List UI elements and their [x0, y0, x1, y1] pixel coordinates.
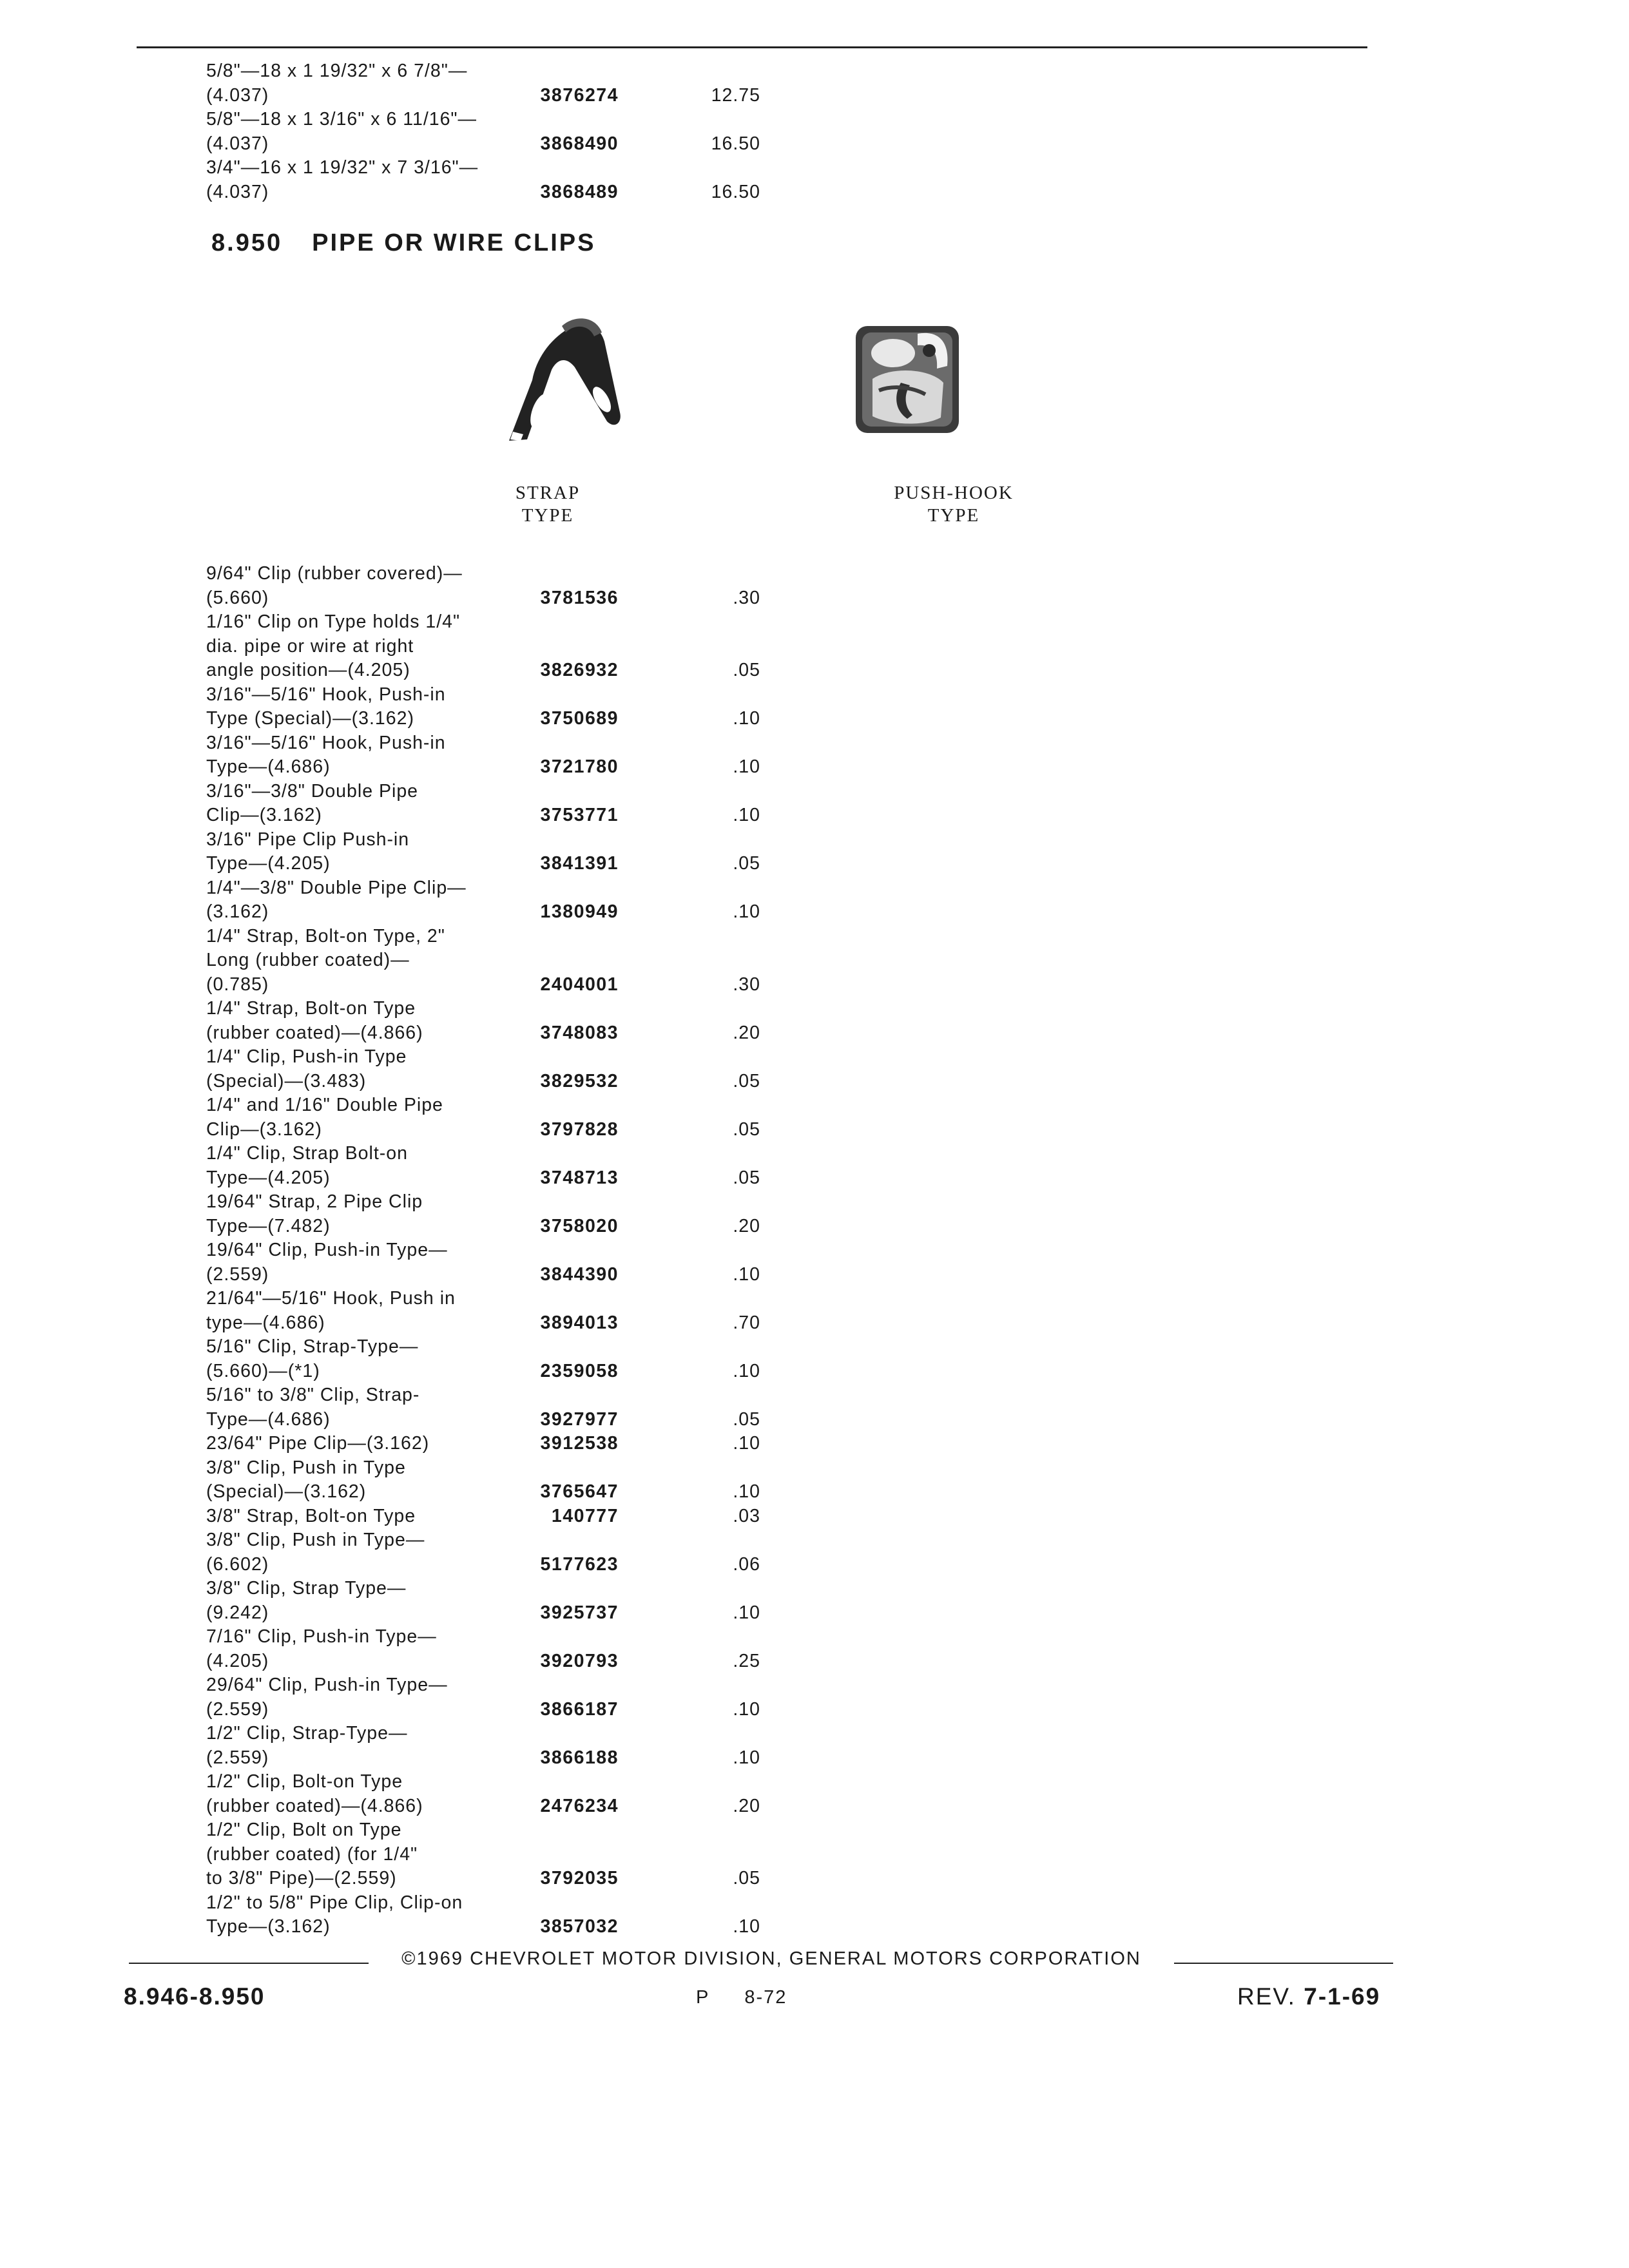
description-line: dia. pipe or wire at right	[206, 635, 414, 657]
description-line: 1/4" and 1/16" Double Pipe	[206, 1095, 443, 1115]
part-price: .10	[733, 756, 760, 777]
description-line: 9/64" Clip (rubber covered)—	[206, 563, 463, 584]
description-line: (4.205)	[206, 1650, 269, 1671]
description-line: (2.559)	[206, 1264, 269, 1285]
part-price: .03	[733, 1505, 760, 1526]
parts-list-row	[206, 1045, 851, 1093]
part-number: 1380949	[540, 901, 619, 922]
description-line: 1/2" Clip, Bolt-on Type	[206, 1771, 403, 1792]
part-number: 3748083	[540, 1022, 619, 1043]
description-line: (4.037)	[206, 181, 269, 202]
footer-rule-left	[129, 1963, 369, 1964]
part-number: 3844390	[540, 1264, 619, 1285]
part-price: .05	[733, 1868, 760, 1888]
part-number: 3920793	[540, 1650, 619, 1671]
part-number: 3841391	[540, 853, 619, 874]
description-line: Type—(7.482)	[206, 1215, 331, 1236]
description-line: 1/16" Clip on Type holds 1/4"	[206, 611, 461, 632]
section-title: PIPE OR WIRE CLIPS	[312, 229, 596, 256]
part-price: .10	[733, 1602, 760, 1623]
description-line: 5/8"—18 x 1 19/32" x 6 7/8"—	[206, 61, 468, 81]
parts-list-row	[206, 997, 851, 1045]
description-line: 3/8" Strap, Bolt-on Type	[206, 1505, 416, 1526]
parts-list-row	[206, 1504, 851, 1529]
parts-list-row	[206, 108, 851, 156]
part-price: .06	[733, 1553, 760, 1575]
part-price: .25	[733, 1650, 760, 1671]
description-line: 5/8"—18 x 1 3/16" x 6 11/16"—	[206, 109, 477, 130]
parts-list-row	[206, 828, 851, 876]
part-number: 3748713	[540, 1167, 619, 1188]
parts-list-row	[206, 156, 851, 204]
revision-label: REV.	[1237, 1983, 1296, 2010]
push-hook-type-caption: PUSH-HOOK TYPE	[894, 483, 1014, 526]
description-line: 3/4"—16 x 1 19/32" x 7 3/16"—	[206, 157, 479, 178]
part-number: 3721780	[540, 756, 619, 777]
part-price: .10	[733, 901, 760, 922]
description-line: Type (Special)—(3.162)	[206, 708, 414, 729]
description-line: 3/16"—5/16" Hook, Push-in	[206, 732, 446, 753]
description-line: 1/4"—3/8" Double Pipe Clip—	[206, 877, 467, 898]
parts-list-row	[206, 1528, 851, 1577]
part-price: .10	[733, 708, 760, 729]
description-line: (3.162)	[206, 901, 269, 922]
part-price: .10	[733, 1264, 760, 1285]
parts-list-row	[206, 1456, 851, 1504]
part-number: 3753771	[540, 805, 619, 825]
description-line: 1/4" Strap, Bolt-on Type	[206, 998, 416, 1019]
parts-list-row	[206, 1287, 851, 1335]
push-hook-clip-illustration	[853, 321, 961, 436]
part-price: .05	[733, 853, 760, 874]
part-number: 3868490	[540, 133, 619, 154]
part-price: .10	[733, 1698, 760, 1720]
parts-list-row	[206, 925, 851, 997]
part-price: .10	[733, 1433, 760, 1454]
section-heading	[211, 229, 595, 257]
part-number: 3826932	[540, 660, 619, 680]
parts-list-row	[206, 876, 851, 925]
part-price: .30	[733, 974, 760, 995]
part-price: 16.50	[711, 181, 760, 202]
description-line: (9.242)	[206, 1602, 269, 1623]
description-line: 7/16" Clip, Push-in Type—	[206, 1626, 437, 1647]
parts-list-row	[206, 1238, 851, 1287]
parts-list-row	[206, 1673, 851, 1722]
parts-list-row	[206, 1432, 851, 1456]
part-price: .05	[733, 1070, 760, 1091]
parts-list-row	[206, 1335, 851, 1383]
part-price: .05	[733, 660, 760, 680]
description-line: 3/8" Clip, Push in Type—	[206, 1530, 425, 1550]
description-line: Clip—(3.162)	[206, 805, 322, 825]
part-price: .20	[733, 1795, 760, 1816]
description-line: 1/4" Clip, Push-in Type	[206, 1046, 407, 1067]
section-range: 8.946-8.950	[124, 1983, 265, 2010]
clips-parts-list	[206, 562, 851, 1939]
description-line: Type—(4.686)	[206, 1408, 331, 1430]
top-rule	[137, 46, 1367, 48]
part-number: 3866187	[540, 1698, 619, 1720]
section-number: 8.950	[211, 229, 283, 256]
description-line: 1/2" to 5/8" Pipe Clip, Clip-on	[206, 1892, 463, 1913]
parts-list-row	[206, 1818, 851, 1891]
description-line: Clip—(3.162)	[206, 1119, 322, 1140]
part-number: 3765647	[540, 1481, 619, 1502]
description-line: (rubber coated)—(4.866)	[206, 1795, 423, 1816]
parts-list-row	[206, 1625, 851, 1673]
description-line: Type—(3.162)	[206, 1916, 331, 1937]
description-line: 19/64" Clip, Push-in Type—	[206, 1240, 448, 1260]
part-number: 3781536	[540, 587, 619, 608]
description-line: 1/4" Clip, Strap Bolt-on	[206, 1143, 408, 1164]
copyright-notice: ©1969 CHEVROLET MOTOR DIVISION, GENERAL MOTORS CORPORATION	[401, 1948, 1141, 1969]
part-number: 3797828	[540, 1119, 619, 1140]
parts-list-row	[206, 780, 851, 828]
footer-rule-right	[1174, 1963, 1393, 1964]
part-number: 3750689	[540, 708, 619, 729]
part-price: .10	[733, 1747, 760, 1768]
parts-list-row	[206, 562, 851, 610]
part-number: 3758020	[540, 1215, 619, 1236]
description-line: Type—(4.205)	[206, 853, 331, 874]
parts-list-row	[206, 1722, 851, 1770]
top-parts-list	[206, 59, 851, 204]
description-line: (4.037)	[206, 84, 269, 106]
part-number: 5177623	[540, 1553, 619, 1575]
description-line: angle position—(4.205)	[206, 660, 410, 680]
description-line: type—(4.686)	[206, 1312, 325, 1333]
description-line: Long (rubber coated)—	[206, 950, 410, 970]
revision-date	[1237, 1983, 1380, 2010]
part-price: .20	[733, 1215, 760, 1236]
description-line: (5.660)	[206, 587, 269, 608]
description-line: Type—(4.686)	[206, 756, 331, 777]
revision-date-value: 7-1-69	[1304, 1983, 1381, 2010]
description-line: 21/64"—5/16" Hook, Push in	[206, 1288, 456, 1309]
description-line: (rubber coated) (for 1/4"	[206, 1843, 418, 1865]
part-number: 3866188	[540, 1747, 619, 1768]
description-line: 23/64" Pipe Clip—(3.162)	[206, 1433, 430, 1454]
part-price: .05	[733, 1167, 760, 1188]
description-line: 5/16" to 3/8" Clip, Strap-	[206, 1385, 420, 1405]
part-price: .10	[733, 1481, 760, 1502]
part-number: 2359058	[540, 1360, 619, 1381]
description-line: (4.037)	[206, 133, 269, 154]
page-letter: P	[696, 1987, 710, 2008]
part-number: 2476234	[540, 1795, 619, 1816]
parts-list-row	[206, 1383, 851, 1432]
part-price: .10	[733, 1916, 760, 1937]
parts-list-row	[206, 1142, 851, 1190]
description-line: 1/2" Clip, Strap-Type—	[206, 1723, 408, 1744]
part-number: 3829532	[540, 1070, 619, 1091]
description-line: (Special)—(3.483)	[206, 1070, 367, 1091]
description-line: Type—(4.205)	[206, 1167, 331, 1188]
description-line: 5/16" Clip, Strap-Type—	[206, 1336, 419, 1357]
parts-list-row	[206, 1093, 851, 1142]
description-line: (2.559)	[206, 1698, 269, 1720]
part-number: 3857032	[540, 1916, 619, 1937]
description-line: 1/4" Strap, Bolt-on Type, 2"	[206, 925, 445, 947]
part-number: 3792035	[540, 1868, 619, 1888]
part-price: .70	[733, 1312, 760, 1333]
description-line: 1/2" Clip, Bolt on Type	[206, 1820, 402, 1840]
description-line: (0.785)	[206, 974, 269, 995]
part-price: .10	[733, 805, 760, 825]
parts-list-row	[206, 731, 851, 780]
part-number: 2404001	[540, 974, 619, 995]
description-line: 3/16" Pipe Clip Push-in	[206, 829, 410, 850]
part-number: 3912538	[540, 1433, 619, 1454]
parts-list-row	[206, 59, 851, 108]
description-line: to 3/8" Pipe)—(2.559)	[206, 1868, 397, 1888]
description-line: (rubber coated)—(4.866)	[206, 1022, 423, 1043]
parts-list-row	[206, 1770, 851, 1818]
part-number: 3925737	[540, 1602, 619, 1623]
part-number: 3927977	[540, 1408, 619, 1430]
description-line: 3/8" Clip, Strap Type—	[206, 1578, 407, 1599]
part-price: .20	[733, 1022, 760, 1043]
part-price: 16.50	[711, 133, 760, 154]
part-price: .05	[733, 1408, 760, 1430]
part-price: 12.75	[711, 84, 760, 106]
strap-clip-illustration	[485, 303, 626, 446]
page-number	[696, 1987, 787, 2008]
part-price: .05	[733, 1119, 760, 1140]
strap-type-caption: STRAP TYPE	[515, 483, 581, 526]
parts-list-row	[206, 683, 851, 731]
description-line: (Special)—(3.162)	[206, 1481, 367, 1502]
part-price: .10	[733, 1360, 760, 1381]
parts-list-row	[206, 1577, 851, 1625]
description-line: 3/16"—3/8" Double Pipe	[206, 780, 419, 802]
description-line: 3/8" Clip, Push in Type	[206, 1457, 406, 1478]
parts-list-row	[206, 1190, 851, 1238]
description-line: (2.559)	[206, 1747, 269, 1768]
part-price: .30	[733, 587, 760, 608]
part-number: 3894013	[540, 1312, 619, 1333]
description-line: 29/64" Clip, Push-in Type—	[206, 1675, 448, 1695]
description-line: (5.660)—(*1)	[206, 1360, 320, 1381]
parts-list-row	[206, 1891, 851, 1939]
description-line: (6.602)	[206, 1553, 269, 1575]
description-line: 3/16"—5/16" Hook, Push-in	[206, 684, 446, 705]
parts-list-row	[206, 610, 851, 683]
part-number: 3868489	[540, 181, 619, 202]
part-number: 3876274	[540, 84, 619, 106]
page-number-value: 8-72	[744, 1987, 787, 2008]
description-line: 19/64" Strap, 2 Pipe Clip	[206, 1191, 423, 1212]
part-number: 140777	[551, 1505, 619, 1526]
